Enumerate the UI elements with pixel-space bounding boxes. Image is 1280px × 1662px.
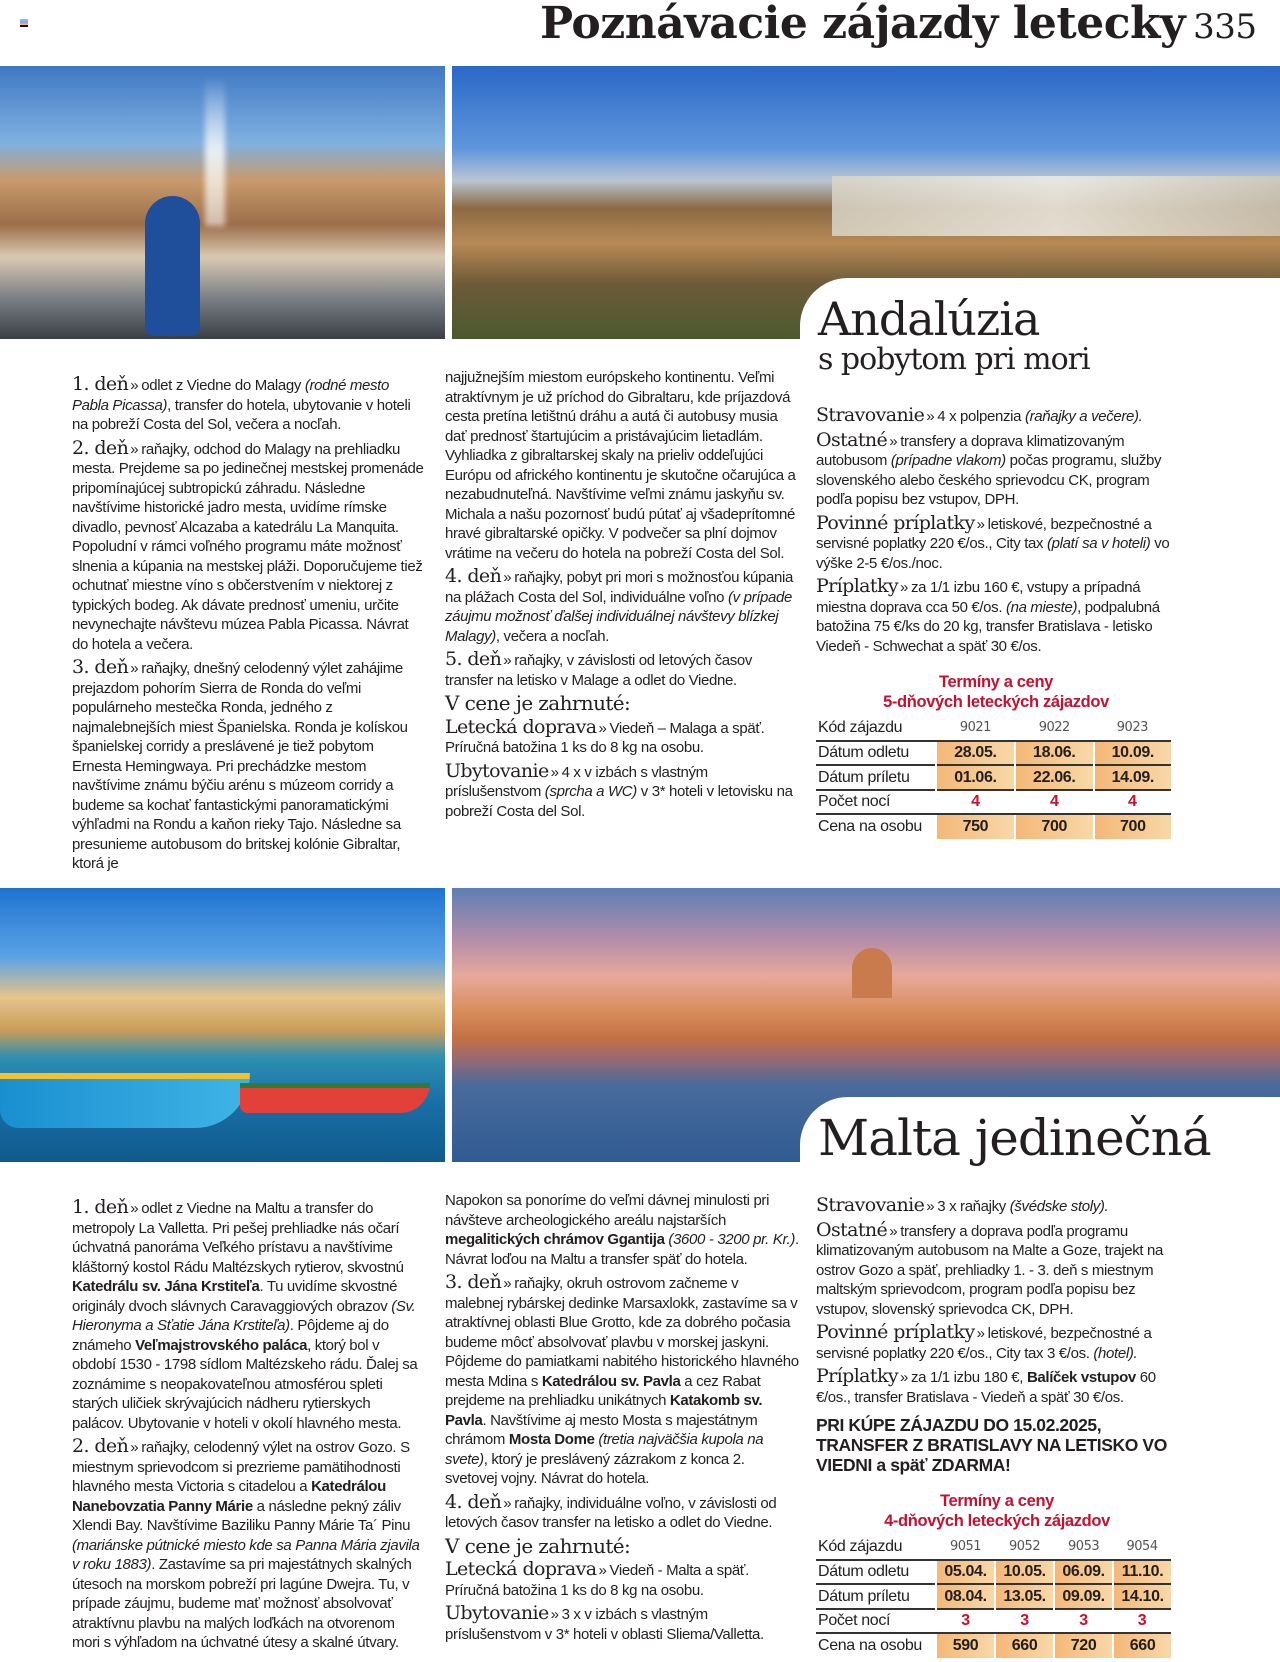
table-cell: 9054	[1126, 1539, 1158, 1554]
text-run: (prípadne vlakom)	[890, 452, 1006, 469]
paragraph-label: 2. deň	[72, 1435, 129, 1457]
separator-icon: »	[598, 719, 607, 737]
table-cell: 9023	[1116, 720, 1148, 735]
text-run: odlet z Viedne na Maltu a transfer do metropoly La Valletta. Pri pešej prehliadke nás očarí úchvatná panoráma Veľkého prístavu a navštívime kláštorný kostol Rádu Maltézskych rytierov, skvostnú	[72, 1200, 404, 1276]
price-table	[816, 1535, 1171, 1658]
table-cell: 660	[1113, 1633, 1171, 1658]
luzzu-boat	[240, 1083, 430, 1113]
table-cell: 9051	[949, 1539, 982, 1554]
page-title	[540, 0, 1256, 49]
table-cell: 9053	[1068, 1539, 1100, 1554]
paragraph-label: 4. deň	[445, 1490, 502, 1513]
text-run: transfery a doprava podľa programu klimatizovaným autobusom na Malte a Goze, trajekt na ostrov Gozo a späť, prehliadky 1. - 3. deň s miestnym maltským sprievodcom, program podľa popisu bez vstupov, slovenský sprievodca CK, DPH.	[816, 1222, 1163, 1318]
andalusia-column-3	[816, 406, 1176, 839]
text-run: , večera a nocľah.	[495, 627, 610, 645]
text-run: , transfer do hotela, ubytovanie v hoteli na pobreží Costa del Sol, večera a nocľah.	[72, 396, 411, 433]
text-run: megalitických chrámov Ggantija	[445, 1231, 665, 1248]
separator-icon: »	[900, 579, 908, 596]
separator-icon: »	[503, 569, 512, 586]
table-cell: 06.09.	[1054, 1560, 1113, 1585]
text-run: Balíček vstupov	[1026, 1369, 1136, 1386]
paragraph-label: Ubytovanie	[445, 1602, 549, 1624]
paragraph-label: 3. deň	[445, 1271, 502, 1293]
malta-column-2	[445, 1191, 800, 1648]
table-cell: 3	[936, 1609, 995, 1634]
row-label: Cena na osobu	[816, 814, 936, 839]
malta-column-1	[72, 1198, 424, 1657]
table-cell: 05.04.	[936, 1560, 995, 1585]
paragraph	[445, 1490, 800, 1533]
malta-column-3	[816, 1196, 1178, 1658]
table-cell: 01.06.	[936, 765, 1015, 790]
paragraph	[816, 406, 1176, 427]
text-run: (na mieste)	[1005, 598, 1078, 616]
paragraph	[72, 375, 424, 435]
paragraph-label: Stravovanie	[816, 1194, 925, 1216]
row-label: Počet nocí	[816, 790, 936, 815]
separator-icon: »	[598, 1562, 607, 1579]
text-run: Napokon sa ponoríme do veľmi dávnej minulosti pri návšteve archeologického areálu najstarších	[445, 1192, 770, 1229]
text-run: Viedeň - Malta a späť. Príručná batožina 1 ks do 8 kg na osobu.	[445, 1562, 749, 1599]
text-run: (mariánske pútnické miesto kde sa Panna Mária zjavila v roku 1883)	[72, 1536, 420, 1573]
paragraph	[445, 1560, 800, 1600]
table-cell: 09.09.	[1054, 1584, 1113, 1609]
text-run: (3600 - 3200 pr. Kr.)	[668, 1231, 796, 1248]
paragraph-label: Letecká doprava	[445, 1558, 597, 1580]
text-run: Katakomb sv. Pavla	[445, 1392, 763, 1429]
paragraph-label: Povinné príplatky	[816, 1321, 975, 1343]
andalusia-heading-block	[800, 278, 1280, 378]
paragraph-label: 1. deň	[72, 1196, 129, 1218]
table-cell: 11.10.	[1113, 1560, 1171, 1585]
page-title-text: Poznávacie zájazdy letecky	[540, 0, 1186, 49]
paragraph-label: Letecká doprava	[445, 715, 597, 738]
table-row	[816, 765, 1171, 790]
table-cell: 08.04.	[936, 1584, 995, 1609]
malta-title: Malta jedinečná	[818, 1109, 1211, 1167]
andalusia-column-2	[445, 368, 800, 825]
text-run: (rodné mesto Pabla Picassa)	[72, 377, 389, 414]
text-run: . Návrat loďou na Maltu a transfer späť do hotela.	[445, 1231, 799, 1268]
table-cell: 28.05.	[936, 741, 1015, 766]
paragraph-label: Stravovanie	[816, 404, 925, 426]
paragraph-label: Príplatky	[816, 575, 898, 597]
table-cell: 10.09.	[1094, 741, 1171, 766]
table-cell: 660	[995, 1633, 1054, 1658]
table-title	[816, 672, 1176, 712]
separator-icon: »	[976, 515, 985, 533]
text-run: v 3* hoteli v letovisku na pobreží Costa del Sol.	[445, 783, 793, 820]
separator-icon: »	[130, 660, 139, 677]
paragraph-label: 1. deň	[72, 373, 129, 395]
text-run: (raňajky a večere).	[1024, 408, 1143, 425]
table-cell: 4	[1015, 790, 1094, 815]
table-title-line-1: Termíny a ceny	[939, 1492, 1055, 1510]
promo-banner: PRI KÚPE ZÁJAZDU DO 15.02.2025, TRANSFER Z BRATISLAVY NA LETISKO VO VIEDNI a späť ZDARMA!	[816, 1415, 1167, 1475]
seville-plaza-photo	[0, 66, 445, 339]
paragraph-label: 3. deň	[72, 656, 129, 678]
table-cell: 700	[1094, 814, 1171, 839]
table-cell: 9021	[959, 720, 991, 735]
marsaxlokk-harbour-photo	[0, 888, 445, 1162]
separator-icon: »	[550, 1606, 559, 1623]
table-row	[816, 716, 1171, 741]
paragraph	[816, 428, 1176, 510]
row-label: Počet nocí	[816, 1609, 936, 1634]
text-run: najjužnejším miestom európskeho kontinentu. Veľmi atraktívnym je už príchod do Gibraltaru, kde príjazdová cesta pretína letištnú dráhu a autá či autobusy musia dať prednosť štartujúcim a pristávajúcim lietadlám. Vyhliadka z gibraltarskej skaly na prieliv oddeľujúci Európu od afrického kontinentu je skutočne očarujúca a nezabudnuteľná. Navštívime veľmi známu jaskyňu sv. Michala a našu pozornosť budú pútať aj všadeprítomné hravé gibraltarské opičky. V podvečer sa plní dojmov vrátime na večeru do hotela na pobreží Costa del Sol.	[445, 369, 796, 562]
table-row	[816, 1609, 1171, 1634]
paragraph	[445, 1273, 800, 1489]
text-run: raňajky, individuálne voľno, v závislosti od letových časov transfer na letisko a odlet do Viedne.	[445, 1494, 777, 1531]
table-cell: 14.09.	[1094, 765, 1171, 790]
text-run: raňajky, pobyt pri mori s možnosťou kúpania na plážach Costa del Sol, individuálne voľno	[445, 569, 793, 606]
table-title-line-1: Termíny a ceny	[938, 673, 1054, 691]
table-cell: 4	[1094, 790, 1171, 815]
separator-icon: »	[550, 763, 559, 781]
table-cell: 3	[995, 1609, 1054, 1634]
table-row	[816, 741, 1171, 766]
text-run: (platí sa v hoteli)	[1047, 535, 1151, 552]
text-run: raňajky, odchod do Malagy na prehliadku mesta. Prejdeme sa po jedinečnej mestskej promenáde pripomínajúcej subtropickú záhradu. Následne navštívime historické jadro mesta, uvidíme rímske divadlo, pevnosť Alcazaba a katedrálu La Manquita. Popoludní v rámci voľného programu máte možnosť slnenia a kúpania na mestskej pláži. Doporučujeme tiež ochutnať miestne víno s občerstvením v niektorej z typických bodeg. Ak dávate prednosť umeniu, určite nevynechajte návštevu múzea Pabla Picassa. Návrat do hotela a večera.	[72, 440, 424, 653]
text-run: vo výške 2-5 €/os./noc.	[816, 535, 1170, 572]
text-run: Katedrálou sv. Pavla	[541, 1372, 681, 1390]
text-run: raňajky, celodenný výlet na ostrov Gozo. S miestnym sprievodcom si prezrieme pamätihodnosti hlavného mesta Victoria s citadelou a	[72, 1439, 410, 1495]
paragraph-label: Príplatky	[816, 1365, 898, 1387]
paragraph	[445, 567, 800, 646]
table-title-line-2: 5-dňových leteckých zájazdov	[883, 693, 1109, 711]
separator-icon: »	[130, 1200, 139, 1217]
text-run: (hotel).	[1093, 1344, 1138, 1362]
text-run: Viedeň – Malaga a späť. Príručná batožina 1 ks do 8 kg na osobu.	[445, 719, 765, 756]
text-run: transfery a doprava klimatizovaným autobusom	[816, 432, 1125, 469]
luzzu-boat	[0, 1073, 250, 1128]
text-run: (švédske stoly).	[1009, 1198, 1109, 1215]
table-cell: 720	[1054, 1633, 1113, 1658]
table-cell: 590	[936, 1633, 995, 1658]
paragraph	[72, 658, 424, 874]
dome	[852, 948, 892, 998]
text-run: 3 x raňajky	[937, 1198, 1010, 1215]
separator-icon: »	[130, 377, 139, 394]
separator-icon: »	[503, 1275, 512, 1292]
row-label: Kód zájazdu	[818, 719, 903, 736]
row-label: Dátum príletu	[816, 1584, 936, 1609]
color-bars-icon	[20, 19, 28, 27]
separator-icon: »	[976, 1325, 985, 1342]
row-label: Dátum príletu	[816, 765, 936, 790]
paragraph-label: Ostatné	[816, 428, 888, 451]
separator-icon: »	[503, 1494, 512, 1512]
text-run: Katedrálu sv. Jána Krstiteľa	[72, 1278, 260, 1295]
row-label: Kód zájazdu	[818, 1538, 903, 1555]
table-cell: 9022	[1038, 720, 1070, 735]
text-run: (Sv. Hieronyma a Sťatie Jána Krstiteľa)	[72, 1297, 416, 1334]
paragraph-label: 5. deň	[445, 648, 502, 670]
paragraph-label: Ubytovanie	[445, 759, 549, 782]
text-run: . Navštívime aj mesto Mosta s majestátnym chrámom	[445, 1411, 758, 1448]
text-run: letiskové, bezpečnostné a servisné poplatky 220 €/os., City tax	[816, 515, 1152, 552]
separator-icon: »	[926, 1198, 935, 1215]
table-row	[816, 1584, 1171, 1609]
paragraph-label: Povinné príplatky	[816, 511, 975, 534]
paragraph	[816, 1218, 1178, 1320]
andalusia-subtitle: s pobytom pri mori	[818, 342, 1090, 377]
paragraph	[445, 715, 800, 758]
table-cell: 13.05.	[995, 1584, 1054, 1609]
text-run: 60 €/os., transfer Bratislava - Viedeň a späť 30 €/os.	[816, 1369, 1156, 1406]
included-heading: V cene je zahrnuté:	[445, 1533, 631, 1558]
ronda-town	[832, 176, 1280, 236]
text-run: raňajky, v závislosti od letových časov transfer na letisko v Malage a odlet do Viedne.	[445, 652, 753, 689]
paragraph-label: 2. deň	[72, 436, 129, 459]
table-title	[816, 1491, 1178, 1531]
text-run: (tretia najväčšia kupola na svete)	[445, 1431, 764, 1468]
text-run: za 1/1 izbu 180 €,	[911, 1369, 1027, 1386]
text-run: a následne pekný záliv Xlendi Bay. Navštívime Baziliku Panny Márie Ta´ Pinu	[72, 1497, 411, 1534]
text-run: , podpalubná batožina 75 €/ks do 20 kg, transfer Bratislava - letisko Viedeň - Schwechat a späť 30 €/os.	[816, 598, 1160, 655]
flamenco-dancer	[145, 196, 200, 336]
text-run: (v prípade záujmu možnosť ďalšej individuálnej návštevy blízkej Malagy)	[445, 588, 793, 645]
text-run: (sprcha a WC)	[544, 783, 637, 800]
text-run: , ktorý je preslávený zázrakom z konca 2. svetovej vojny. Návrat do hotela.	[445, 1450, 745, 1487]
table-row	[816, 1560, 1171, 1585]
paragraph-label: 4. deň	[445, 565, 502, 587]
table-cell: 700	[1015, 814, 1094, 839]
table-cell: 9052	[1009, 1539, 1041, 1554]
paragraph	[445, 1191, 800, 1269]
text-run: letiskové, bezpečnostné a servisné poplatky 220 €/os., City tax 3 €/os.	[816, 1325, 1152, 1362]
table-row	[816, 1633, 1171, 1658]
price-table	[816, 716, 1171, 839]
text-run: . Zastavíme sa pri majestátnych skalných útesoch na morskom pobreží pri lagúne Dwejra. Tu, v prípade záujmu, budeme mať možnosť absolvovať atraktívnu plavbu na malých loďkách na otvorenom mori s výhľadom na úchvatné útesy a skalné útvary.	[72, 1556, 412, 1651]
text-run: raňajky, dnešný celodenný výlet zahájime prejazdom pohorím Sierra de Ronda do veľmi populárneho mestečka Ronda, jedného z najmalebnejších miest Španielska. Ronda je kolískou španielskej corridy a preslávené je tiež pobytom Ernesta Hemingwaya. Pri prechádzke mestom navštívime známu býčiu arénu s múzeom corridy a budeme sa kochať fantastickými panoramatickými výhľadmi na Rondu a kaňon rieky Tajo. Následne sa presunieme autobusom do britskej kolónie Gibraltar, ktorá je	[72, 660, 408, 872]
text-run: . Pôjdeme aj do známeho	[72, 1317, 389, 1354]
table-cell: 3	[1054, 1609, 1113, 1634]
text-run: 4 x polpenzia	[937, 408, 1025, 425]
table-row	[816, 1535, 1171, 1560]
paragraph	[816, 511, 1176, 574]
table-cell: 3	[1113, 1609, 1171, 1634]
malta-heading-block	[800, 1097, 1280, 1187]
paragraph	[816, 1323, 1178, 1363]
table-title-line-2: 4-dňových leteckých zájazdov	[884, 1512, 1110, 1530]
separator-icon: »	[503, 652, 512, 669]
table-row	[816, 790, 1171, 815]
table-row	[816, 814, 1171, 839]
paragraph-label: Ostatné	[816, 1218, 888, 1241]
separator-icon: »	[900, 1369, 908, 1386]
table-cell: 10.05.	[995, 1560, 1054, 1585]
table-cell: 18.06.	[1015, 741, 1094, 766]
andalusia-title: Andalúzia	[818, 292, 1040, 346]
paragraph	[72, 436, 424, 655]
text-run: Veľmajstrovského paláca	[135, 1336, 308, 1354]
table-cell: 750	[936, 814, 1015, 839]
text-run: Katedrálou Nanebovzatia Panny Márie	[72, 1478, 386, 1515]
text-run: Mosta Dome	[508, 1431, 595, 1448]
paragraph	[72, 1198, 424, 1433]
text-run: , ktorý bol v období 1530 - 1798 sídlom Maltézskeho rádu. Ďalej sa zoznámime s neopakovateľnou atmosférou spleti starých uličiek skrývajúcich nádheru rytierskych palácov. Ubytovanie v hoteli v okolí hlavného mesta.	[72, 1336, 418, 1432]
paragraph	[445, 759, 800, 822]
paragraph	[445, 650, 800, 690]
row-label: Dátum odletu	[816, 1560, 936, 1585]
andalusia-column-1	[72, 375, 424, 878]
paragraph	[445, 1604, 800, 1644]
malta-price-table	[816, 1491, 1178, 1658]
paragraph	[72, 1437, 424, 1653]
paragraph	[816, 1367, 1178, 1407]
separator-icon: »	[889, 1222, 898, 1240]
text-run: odlet z Viedne do Malagy	[141, 377, 305, 394]
text-run: a cez Rabat prejdeme na prehliadku unikátnych	[445, 1372, 761, 1409]
page-number: 335	[1193, 7, 1257, 47]
separator-icon: »	[889, 432, 898, 450]
text-run: 3 x v izbách s vlastným príslušenstvom v 3* hoteli v oblasti Sliema/Valletta.	[445, 1606, 764, 1643]
table-cell: 4	[936, 790, 1015, 815]
table-cell: 22.06.	[1015, 765, 1094, 790]
andalusia-price-table	[816, 672, 1176, 839]
paragraph	[445, 368, 800, 563]
row-label: Cena na osobu	[816, 1633, 936, 1658]
separator-icon: »	[130, 440, 139, 458]
row-label: Dátum odletu	[816, 741, 936, 766]
text-run: počas programu, služby slovenského alebo českého sprievodcu CK, program podľa popisu bez vstupov, DPH.	[816, 452, 1162, 508]
separator-icon: »	[130, 1439, 139, 1456]
included-heading: V cene je zahrnuté:	[445, 691, 631, 715]
paragraph	[816, 1196, 1178, 1217]
text-run: . Tu uvidíme skvostné originály dvoch slávnych Caravaggiových obrazov	[72, 1278, 398, 1315]
separator-icon: »	[926, 408, 935, 425]
text-run: za 1/1 izbu 160 €, vstupy a prípadná miestna doprava cca 50 €/os.	[816, 579, 1141, 616]
paragraph	[816, 577, 1176, 656]
text-run: 4 x v izbách s vlastným príslušenstvom	[445, 763, 708, 800]
table-cell: 14.10.	[1113, 1584, 1171, 1609]
text-run: raňajky, okruh ostrovom začneme v malebnej rybárskej dedinke Marsaxlokk, zastavíme sa v atraktívnej oblasti Blue Grotto, kde za dobrého počasia budeme môcť absolvovať plavbu v morskej jaskyni. Pôjdeme do pamiatkami nabitého historického hlavného mesta Mdina s	[445, 1275, 799, 1390]
